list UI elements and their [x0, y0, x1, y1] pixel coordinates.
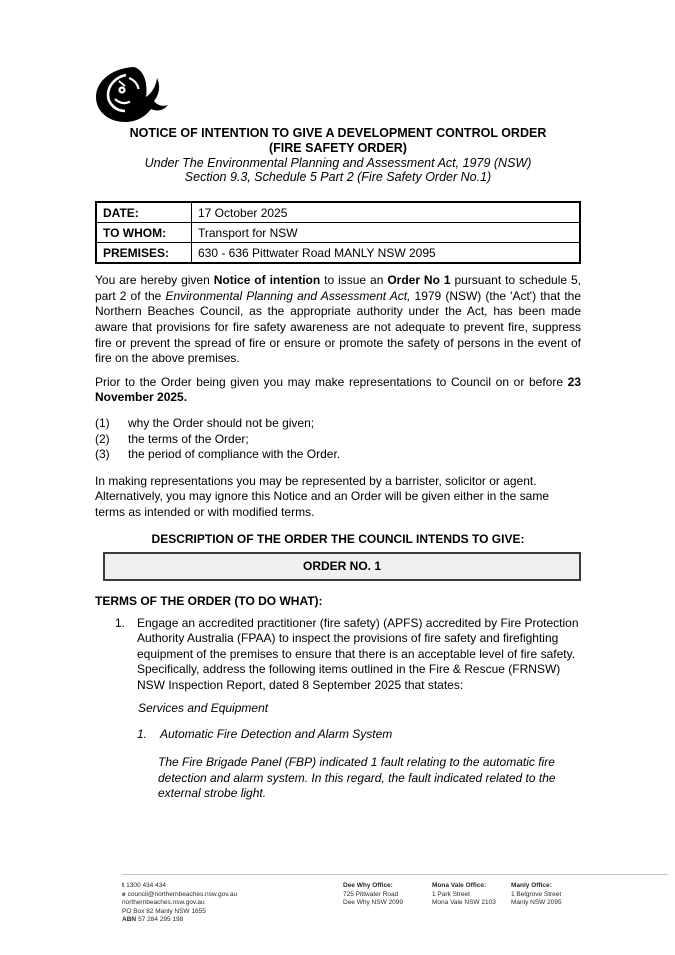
- representations-paragraph: [95, 375, 581, 406]
- office-address-line: 725 Pittwater Road: [343, 890, 399, 898]
- document-title-line2: (FIRE SAFETY ORDER): [269, 140, 407, 155]
- list-item-text: why the Order should not be given;: [128, 415, 315, 430]
- list-item-number: (1): [95, 415, 110, 430]
- to-whom-label: TO WHOM:: [96, 223, 192, 243]
- footer-office-manly: [511, 882, 668, 925]
- intro-seg-0: You are hereby given: [95, 273, 214, 288]
- representation-grounds-list: [95, 416, 581, 463]
- footer-phone-label: t: [122, 882, 125, 889]
- footer-phone: [122, 882, 343, 891]
- footer-po-box: PO Box 82 Manly NSW 1655: [122, 907, 206, 915]
- list-item: [95, 432, 581, 448]
- footer-abn-label: ABN: [122, 916, 137, 924]
- document-subtitle-section: Section 9.3, Schedule 5 Part 2 (Fire Safety Order No.1): [184, 170, 492, 185]
- office-address-line: 1 Park Street: [432, 890, 470, 898]
- list-item-text: the period of compliance with the Order.: [128, 447, 341, 462]
- service-item-number: 1.: [137, 727, 148, 742]
- document-title-line1: NOTICE OF INTENTION TO GIVE A DEVELOPMENT CONTROL ORDER: [129, 126, 547, 140]
- list-item-text: the terms of the Order;: [128, 431, 249, 446]
- representations-deadline: 23 November 2025.: [95, 374, 581, 405]
- office-name: Dee Why Office:: [343, 882, 393, 889]
- footer-abn: [122, 916, 343, 925]
- intro-seg-act: Environmental Planning and Assessment Act,: [165, 288, 411, 303]
- office-name: Manly Office:: [511, 882, 552, 889]
- footer-email-label: e: [122, 890, 126, 898]
- footer-email: [122, 891, 343, 900]
- services-equipment-heading: Services and Equipment: [138, 701, 269, 716]
- office-address-line: 1 Belgrove Street: [511, 890, 562, 898]
- service-detail-paragraph: The Fire Brigade Panel (FBP) indicated 1 fault relating to the automatic fire detection and alarm system. In this regard, the fault indicated related to the external strobe light.: [158, 755, 556, 801]
- letterhead-footer: [122, 874, 668, 925]
- footer-office-dee-why: [343, 882, 432, 925]
- terms-heading: TERMS OF THE ORDER (TO DO WHAT):: [95, 593, 323, 608]
- list-item-number: (2): [95, 431, 110, 446]
- footer-email-address: council@northernbeaches.nsw.gov.au: [127, 890, 238, 898]
- premises-value: 630 - 636 Pittwater Road MANLY NSW 2095: [192, 243, 581, 264]
- premises-label: PREMISES:: [96, 243, 192, 264]
- office-address-line: Manly NSW 2095: [511, 899, 562, 907]
- office-address-line: Mona Vale NSW 2103: [432, 899, 496, 907]
- table-row-date: [96, 202, 580, 223]
- details-table: [95, 201, 581, 264]
- table-row-premises: [96, 243, 580, 264]
- term-item-text: Engage an accredited practitioner (fire safety) (APFS) accredited by Fire Protection Authority Australia (FPAA) to inspect the provisions of fire safety and firefighting equipment of the premises to ensure that there is an acceptable level of fire safety. Specifically, address the following items outlined in the Fire & Rescue (FRNSW) NSW Inspection Report, dated 8 September 2025 that states:: [137, 615, 579, 692]
- document-content: [95, 0, 581, 802]
- representations-seg-0: Prior to the Order being given you may make representations to Council on or before: [95, 374, 568, 389]
- document-title-block: [95, 126, 581, 185]
- agent-paragraph: In making representations you may be represented by a barrister, solicitor or agent. Alternatively, you may ignore this Notice and an Order will be given either in the same terms as intended or with modified terms.: [95, 473, 550, 519]
- intro-seg-order: Order No 1: [387, 273, 451, 288]
- date-value: 17 October 2025: [192, 202, 581, 223]
- intro-seg-6: 1979 (NSW) (the 'Act') that the Northern Beaches Council, as the appropriate authority under the Act, has been made aware that provisions for fire safety awareness are not adequate to prevent fire, suppress fire or prevent the spread of fire or ensure or promote the safety of persons in the event of fire on the above premises.: [95, 288, 581, 366]
- date-label: DATE:: [96, 202, 192, 223]
- office-name: Mona Vale Office:: [432, 882, 487, 889]
- term-item-number: 1.: [115, 615, 126, 630]
- council-logo-icon: [95, 66, 169, 124]
- footer-contact-block: [122, 882, 343, 925]
- table-row-to-whom: [96, 223, 580, 243]
- intro-seg-notice: Notice of intention: [213, 273, 321, 288]
- service-item-1: [95, 727, 581, 743]
- document-subtitle-act: Under The Environmental Planning and Assessment Act, 1979 (NSW): [144, 155, 532, 170]
- footer-phone-number: 1300 434 434: [126, 882, 166, 889]
- footer-office-mona-vale: [432, 882, 511, 925]
- intro-paragraph: [95, 273, 581, 367]
- list-item: [95, 416, 581, 432]
- footer-abn-number: 57 284 295 198: [138, 916, 184, 924]
- intro-seg-4: pursuant to schedule 5, part 2 of the: [95, 273, 581, 303]
- order-number-box: ORDER NO. 1: [103, 552, 581, 581]
- to-whom-value: Transport for NSW: [192, 223, 581, 243]
- office-address-line: Dee Why NSW 2099: [343, 899, 403, 907]
- term-item-1: [95, 616, 581, 694]
- list-item-number: (3): [95, 447, 110, 462]
- service-item-text: Automatic Fire Detection and Alarm System: [160, 727, 393, 742]
- description-heading: DESCRIPTION OF THE ORDER THE COUNCIL INTENDS TO GIVE:: [151, 531, 525, 546]
- footer-website: northernbeaches.nsw.gov.au: [122, 899, 205, 907]
- list-item: [95, 447, 581, 463]
- intro-seg-2: to issue an: [320, 273, 388, 288]
